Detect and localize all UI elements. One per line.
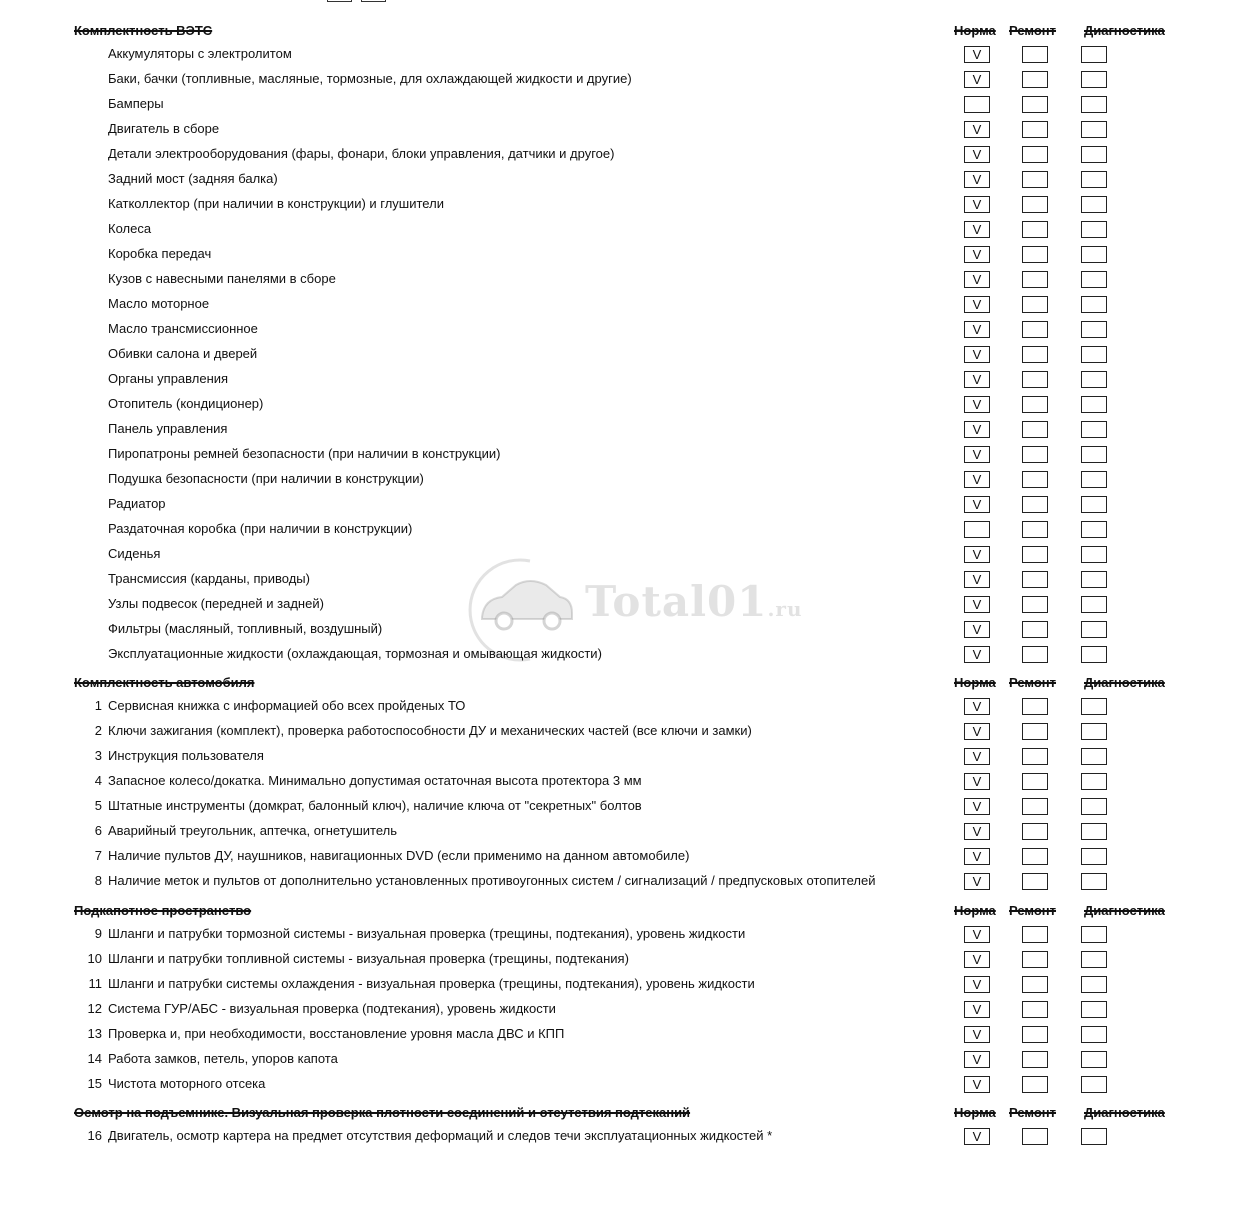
checkbox-remont[interactable] <box>1022 346 1048 363</box>
checkbox-norma[interactable]: V <box>964 1051 990 1068</box>
checkbox-remont[interactable] <box>1022 571 1048 588</box>
checkbox-diag[interactable] <box>1081 96 1107 113</box>
checkbox-norma[interactable]: V <box>964 196 990 213</box>
checkbox-norma[interactable]: V <box>964 823 990 840</box>
col-header-remont: Ремонт <box>1009 23 1057 38</box>
checkbox-norma[interactable]: V <box>964 271 990 288</box>
checkbox-remont[interactable] <box>1022 1051 1048 1068</box>
row-label: Штатные инструменты (домкрат, балонный ключ), наличие ключа от "секретных" болтов <box>108 798 642 813</box>
row-label: Наличие меток и пультов от дополнительно установленных противоугонных систем / сигнализаций / предпусковых отопителей <box>108 873 876 888</box>
checkbox-norma[interactable]: V <box>964 346 990 363</box>
checklist-row <box>0 117 1241 142</box>
checkbox-norma[interactable]: V <box>964 873 990 890</box>
row-label: Эксплуатационные жидкости (охлаждающая, тормозная и омывающая жидкости) <box>108 646 602 661</box>
checkbox-diag[interactable] <box>1081 321 1107 338</box>
checkbox-remont[interactable] <box>1022 471 1048 488</box>
row-label: Органы управления <box>108 371 229 386</box>
checklist-row <box>0 592 1241 617</box>
checkbox-norma[interactable]: V <box>964 1001 990 1018</box>
checkbox-diag[interactable] <box>1081 571 1107 588</box>
checkbox-remont[interactable] <box>1022 371 1048 388</box>
checkbox-remont[interactable] <box>1022 296 1048 313</box>
checkbox-diag[interactable] <box>1081 496 1107 513</box>
checkbox-remont[interactable] <box>1022 621 1048 638</box>
checkbox-norma[interactable]: V <box>964 471 990 488</box>
section-header <box>0 672 1241 694</box>
checkbox-remont[interactable] <box>1022 646 1048 663</box>
checklist-row <box>0 192 1241 217</box>
row-label: Система ГУР/АБС - визуальная проверка (подтекания), уровень жидкости <box>108 1001 556 1016</box>
row-label: Панель управления <box>108 421 228 436</box>
checkbox-diag[interactable] <box>1081 723 1107 740</box>
checkbox-remont[interactable] <box>1022 926 1048 943</box>
row-number: 10 <box>87 951 102 966</box>
checklist-row <box>0 744 1241 769</box>
checklist-row <box>0 769 1241 794</box>
row-number: 6 <box>94 823 102 838</box>
checkbox-remont[interactable] <box>1022 546 1048 563</box>
row-label: Раздаточная коробка (при наличии в конструкции) <box>108 521 413 536</box>
checkbox-diag[interactable] <box>1081 296 1107 313</box>
checklist-row <box>0 617 1241 642</box>
checkbox-norma[interactable]: V <box>964 171 990 188</box>
checkbox-remont[interactable] <box>1022 1026 1048 1043</box>
checkbox-diag[interactable] <box>1081 1051 1107 1068</box>
checklist-row <box>0 42 1241 67</box>
row-number: 15 <box>87 1076 102 1091</box>
checkbox-remont[interactable] <box>1022 748 1048 765</box>
row-label: Трансмиссия (карданы, приводы) <box>108 571 310 586</box>
checkbox-norma[interactable]: V <box>964 321 990 338</box>
checklist-row <box>0 997 1241 1022</box>
checkbox-diag[interactable] <box>1081 421 1107 438</box>
row-number: 11 <box>88 976 102 991</box>
checkbox-norma[interactable]: V <box>964 71 990 88</box>
checkbox-remont[interactable] <box>1022 823 1048 840</box>
col-header-remont: Ремонт <box>1009 1105 1057 1120</box>
checkbox-norma[interactable]: V <box>964 546 990 563</box>
row-label: Колеса <box>108 221 152 236</box>
checkbox-norma[interactable]: V <box>964 421 990 438</box>
row-label: Обивки салона и дверей <box>108 346 258 361</box>
checkbox-diag[interactable] <box>1081 71 1107 88</box>
checkbox-diag[interactable] <box>1081 951 1107 968</box>
row-label: Отопитель (кондиционер) <box>108 396 264 411</box>
checkbox-norma[interactable]: V <box>964 221 990 238</box>
checklist-row <box>0 1072 1241 1097</box>
checkbox-norma[interactable]: V <box>964 1076 990 1093</box>
row-label: Аварийный треугольник, аптечка, огнетушитель <box>108 823 397 838</box>
row-number: 9 <box>94 926 102 941</box>
row-number: 13 <box>87 1026 102 1041</box>
checkbox-diag[interactable] <box>1081 521 1107 538</box>
row-number: 14 <box>87 1051 102 1066</box>
row-label: Наличие пультов ДУ, наушников, навигационных DVD (если применимо на данном автомобиле) <box>108 848 690 863</box>
checkbox-diag[interactable] <box>1081 798 1107 815</box>
row-number: 12 <box>87 1001 102 1016</box>
checkbox-remont[interactable] <box>1022 496 1048 513</box>
checklist-row <box>0 142 1241 167</box>
checkbox-norma[interactable]: V <box>964 596 990 613</box>
col-header-diag: Диагностика <box>1084 675 1165 690</box>
col-header-remont: Ремонт <box>1009 675 1057 690</box>
rows <box>0 922 1241 1097</box>
checklist-row <box>0 342 1241 367</box>
checklist-row <box>0 947 1241 972</box>
col-header-remont: Ремонт <box>1009 903 1057 918</box>
checkbox-diag[interactable] <box>1081 748 1107 765</box>
checkbox-remont[interactable] <box>1022 321 1048 338</box>
checkbox-diag[interactable] <box>1081 926 1107 943</box>
row-number: 16 <box>87 1128 102 1143</box>
checkbox-norma[interactable]: V <box>964 396 990 413</box>
checkbox-diag[interactable] <box>1081 873 1107 890</box>
checkbox-diag[interactable] <box>1081 146 1107 163</box>
checkbox-remont[interactable] <box>1022 271 1048 288</box>
checkbox-diag[interactable] <box>1081 546 1107 563</box>
row-label: Фильтры (масляный, топливный, воздушный) <box>108 621 383 636</box>
row-label: Масло трансмиссионное <box>108 321 258 336</box>
checkbox-norma[interactable]: V <box>964 698 990 715</box>
section-header <box>0 900 1241 922</box>
checkbox-diag[interactable] <box>1081 1001 1107 1018</box>
section-title: Подкапотное пространство <box>74 903 252 918</box>
row-number: 8 <box>94 873 102 888</box>
checkbox-diag[interactable] <box>1081 848 1107 865</box>
checkbox-remont[interactable] <box>1022 46 1048 63</box>
row-label: Пиропатроны ремней безопасности (при наличии в конструкции) <box>108 446 501 461</box>
checkbox-remont[interactable] <box>1022 951 1048 968</box>
checklist-row <box>0 492 1241 517</box>
checklist-row <box>0 972 1241 997</box>
checkbox-diag[interactable] <box>1081 1076 1107 1093</box>
checkbox-norma[interactable]: V <box>964 748 990 765</box>
row-number: 4 <box>94 773 102 788</box>
section-header <box>0 1102 1241 1124</box>
checkbox-remont[interactable] <box>1022 121 1048 138</box>
checkbox-remont[interactable] <box>1022 396 1048 413</box>
checklist-row <box>0 242 1241 267</box>
checkbox-norma[interactable] <box>964 96 990 113</box>
checkbox-norma[interactable]: V <box>964 371 990 388</box>
checkbox-remont[interactable] <box>1022 421 1048 438</box>
row-label: Кузов с навесными панелями в сборе <box>108 271 336 286</box>
checklist-row <box>0 317 1241 342</box>
section-car-completeness <box>0 672 1241 894</box>
checkbox-remont[interactable] <box>1022 773 1048 790</box>
row-label: Ключи зажигания (комплект), проверка работоспособности ДУ и механических частей (все ключи и замки) <box>108 723 752 738</box>
section-title: Комплектность ВЭТС <box>74 23 213 38</box>
checkbox-norma[interactable] <box>964 521 990 538</box>
checkbox-norma[interactable]: V <box>964 46 990 63</box>
checkbox-diag[interactable] <box>1081 246 1107 263</box>
checklist-row <box>0 922 1241 947</box>
row-label: Двигатель, осмотр картера на предмет отсутствия деформаций и следов течи эксплуатационных жидкостей * <box>108 1128 773 1143</box>
checkbox-diag[interactable] <box>1081 698 1107 715</box>
section-vets <box>0 20 1241 667</box>
checklist-row <box>0 267 1241 292</box>
checklist-row <box>0 1124 1241 1149</box>
checklist-row <box>0 417 1241 442</box>
checkbox-remont[interactable] <box>1022 221 1048 238</box>
checklist-row <box>0 67 1241 92</box>
row-label: Запасное колесо/докатка. Минимально допустимая остаточная высота протектора 3 мм <box>108 773 642 788</box>
col-header-diag: Диагностика <box>1084 1105 1165 1120</box>
checklist-row <box>0 467 1241 492</box>
checkbox-norma[interactable]: V <box>964 1128 990 1145</box>
col-header-diag: Диагностика <box>1084 23 1165 38</box>
row-label: Сиденья <box>108 546 161 561</box>
checkbox-remont[interactable] <box>1022 976 1048 993</box>
checkbox-diag[interactable] <box>1081 346 1107 363</box>
checklist-row <box>0 92 1241 117</box>
checkbox-norma[interactable]: V <box>964 496 990 513</box>
checkbox-remont[interactable] <box>1022 246 1048 263</box>
checkbox-norma[interactable]: V <box>964 446 990 463</box>
checkbox-norma[interactable]: V <box>964 798 990 815</box>
col-header-norma: Норма <box>954 23 996 38</box>
checkbox-norma[interactable]: V <box>964 773 990 790</box>
checkbox-norma[interactable]: V <box>964 723 990 740</box>
checklist-row <box>0 567 1241 592</box>
checkbox-remont[interactable] <box>1022 96 1048 113</box>
row-number: 7 <box>94 848 102 863</box>
row-label: Двигатель в сборе <box>108 121 220 136</box>
checklist-row <box>0 517 1241 542</box>
checkbox-remont[interactable] <box>1022 1001 1048 1018</box>
row-label: Коробка передач <box>108 246 212 261</box>
checkbox-diag[interactable] <box>1081 1128 1107 1145</box>
checklist-row <box>0 292 1241 317</box>
rows <box>0 42 1241 667</box>
checkbox-remont[interactable] <box>1022 521 1048 538</box>
checkbox-diag[interactable] <box>1081 171 1107 188</box>
checklist-row <box>0 367 1241 392</box>
checkbox-diag[interactable] <box>1081 596 1107 613</box>
col-header-norma: Норма <box>954 675 996 690</box>
checkbox[interactable] <box>361 0 386 2</box>
checkbox-diag[interactable] <box>1081 621 1107 638</box>
row-label: Инструкция пользователя <box>108 748 264 763</box>
section-title: Осмотр на подъемнике. Визуальная проверка плотности соединений и отсутствия подтеканий <box>74 1105 691 1120</box>
checkbox-remont[interactable] <box>1022 848 1048 865</box>
row-label: Детали электрооборудования (фары, фонари, блоки управления, датчики и другое) <box>108 146 615 161</box>
checkbox-diag[interactable] <box>1081 773 1107 790</box>
checkbox-remont[interactable] <box>1022 1076 1048 1093</box>
section-title: Комплектность автомобиля <box>74 675 255 690</box>
checklist-row <box>0 819 1241 844</box>
row-label: Шланги и патрубки тормозной системы - визуальная проверка (трещины, подтекания), уровень жидкости <box>108 926 746 941</box>
checkbox-diag[interactable] <box>1081 271 1107 288</box>
checkbox-diag[interactable] <box>1081 371 1107 388</box>
checkbox-remont[interactable] <box>1022 146 1048 163</box>
row-label: Подушка безопасности (при наличии в конструкции) <box>108 471 424 486</box>
checklist-row <box>0 392 1241 417</box>
row-label: Масло моторное <box>108 296 210 311</box>
checkbox-diag[interactable] <box>1081 446 1107 463</box>
checklist-row <box>0 1022 1241 1047</box>
rows <box>0 694 1241 894</box>
checklist-row <box>0 217 1241 242</box>
checkbox[interactable] <box>327 0 352 2</box>
checkbox-diag[interactable] <box>1081 646 1107 663</box>
row-number: 5 <box>94 798 102 813</box>
checkbox-remont[interactable] <box>1022 873 1048 890</box>
row-label: Проверка и, при необходимости, восстановление уровня масла ДВС и КПП <box>108 1026 565 1041</box>
checkbox-norma[interactable]: V <box>964 571 990 588</box>
checkbox-diag[interactable] <box>1081 196 1107 213</box>
col-header-norma: Норма <box>954 903 996 918</box>
row-label: Бамперы <box>108 96 164 111</box>
checkbox-norma[interactable]: V <box>964 926 990 943</box>
col-header-norma: Норма <box>954 1105 996 1120</box>
checkbox-diag[interactable] <box>1081 823 1107 840</box>
row-label: Аккумуляторы с электролитом <box>108 46 292 61</box>
checklist-row <box>0 642 1241 667</box>
checkbox-norma[interactable]: V <box>964 621 990 638</box>
checkbox-norma[interactable]: V <box>964 848 990 865</box>
rows <box>0 1124 1241 1149</box>
checklist-row <box>0 794 1241 819</box>
checkbox-norma[interactable]: V <box>964 976 990 993</box>
checkbox-diag[interactable] <box>1081 396 1107 413</box>
checklist-row <box>0 844 1241 869</box>
row-label: Работа замков, петель, упоров капота <box>108 1051 338 1066</box>
row-label: Сервисная книжка с информацией обо всех пройденых ТО <box>108 698 466 713</box>
row-label: Чистота моторного отсека <box>108 1076 266 1091</box>
checkbox-diag[interactable] <box>1081 471 1107 488</box>
row-label: Шланги и патрубки топливной системы - визуальная проверка (трещины, подтекания) <box>108 951 629 966</box>
checkbox-remont[interactable] <box>1022 171 1048 188</box>
checkbox-norma[interactable]: V <box>964 146 990 163</box>
row-label: Шланги и патрубки системы охлаждения - визуальная проверка (трещины, подтекания), уровень жидкости <box>108 976 755 991</box>
checklist-row <box>0 167 1241 192</box>
checkbox-norma[interactable]: V <box>964 1026 990 1043</box>
checkbox-norma[interactable]: V <box>964 296 990 313</box>
row-label: Радиатор <box>108 496 166 511</box>
section-under-hood <box>0 900 1241 1097</box>
checkbox-remont[interactable] <box>1022 1128 1048 1145</box>
row-label: Задний мост (задняя балка) <box>108 171 278 186</box>
checkbox-diag[interactable] <box>1081 46 1107 63</box>
col-header-diag: Диагностика <box>1084 903 1165 918</box>
checkbox-remont[interactable] <box>1022 71 1048 88</box>
checklist-row <box>0 719 1241 744</box>
checkbox-remont[interactable] <box>1022 446 1048 463</box>
checkbox-remont[interactable] <box>1022 596 1048 613</box>
watermark-text: Total01.ru <box>585 577 803 626</box>
row-label: Узлы подвесок (передней и задней) <box>108 596 324 611</box>
checkbox-norma[interactable]: V <box>964 121 990 138</box>
checkbox-norma[interactable]: V <box>964 646 990 663</box>
checkbox-diag[interactable] <box>1081 976 1107 993</box>
row-number: 1 <box>94 698 102 713</box>
checklist-row <box>0 694 1241 719</box>
row-label: Баки, бачки (топливные, масляные, тормозные, для охлаждающей жидкости и другие) <box>108 71 632 86</box>
checkbox-remont[interactable] <box>1022 723 1048 740</box>
section-header <box>0 20 1241 42</box>
checkbox-norma[interactable]: V <box>964 246 990 263</box>
checklist-row <box>0 542 1241 567</box>
row-number: 3 <box>94 748 102 763</box>
checkbox-norma[interactable]: V <box>964 951 990 968</box>
row-number: 2 <box>94 723 102 738</box>
checkbox-diag[interactable] <box>1081 221 1107 238</box>
section-lift-inspection <box>0 1102 1241 1149</box>
checkbox-remont[interactable] <box>1022 798 1048 815</box>
checkbox-diag[interactable] <box>1081 121 1107 138</box>
checkbox-remont[interactable] <box>1022 196 1048 213</box>
checkbox-remont[interactable] <box>1022 698 1048 715</box>
row-label: Катколлектор (при наличии в конструкции) и глушители <box>108 196 444 211</box>
checklist-row <box>0 869 1241 894</box>
checklist-row <box>0 442 1241 467</box>
checklist-row <box>0 1047 1241 1072</box>
checkbox-diag[interactable] <box>1081 1026 1107 1043</box>
